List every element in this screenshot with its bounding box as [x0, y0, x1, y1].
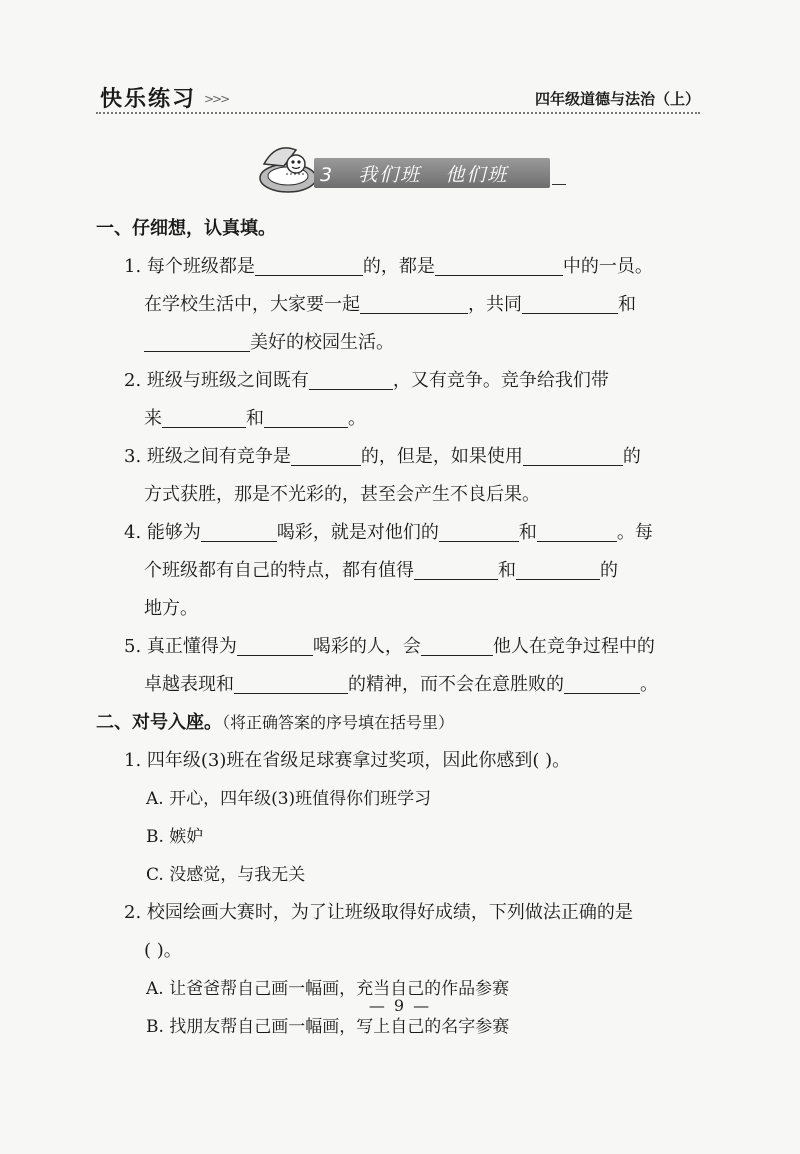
chevron-icon: >>>: [204, 92, 229, 106]
mc-question-2-stem-cont: ( )。: [144, 940, 182, 961]
answer-blank[interactable]: [162, 403, 246, 428]
answer-blank[interactable]: [234, 669, 348, 694]
answer-blank[interactable]: [439, 517, 519, 542]
question-1-line-2: 在学校生活中，大家要一起 ，共同 和: [96, 286, 706, 324]
lesson-banner: [256, 140, 556, 196]
question-2-line-1: 2. 班级与班级之间既有 ，又有竞争。竞争给我们带: [96, 362, 706, 400]
section-2-instruction: （将正确答案的序号填在括号里）: [222, 713, 455, 732]
mc-question-1-option-c: C. 没感觉，与我无关: [146, 865, 306, 885]
question-3-line-2: 方式获胜，那是不光彩的，甚至会产生不良后果。: [144, 484, 540, 505]
answer-blank[interactable]: [255, 251, 363, 276]
question-3-line-1: 3. 班级之间有竞争是 的，但是，如果使用 的: [96, 438, 706, 476]
answer-blank[interactable]: [435, 251, 563, 276]
section-1-heading: 一、仔细想，认真填。: [96, 218, 276, 239]
lesson-title: 3 我们班 他们班: [320, 164, 509, 186]
question-1-line-3: 美好的校园生活。: [96, 324, 706, 362]
answer-blank[interactable]: [237, 631, 313, 656]
question-4-line-3: 地方。: [144, 598, 198, 619]
question-1-line-1: 1. 每个班级都是 的，都是 中的一员。: [96, 248, 706, 286]
header-dotted-rule: [96, 112, 700, 114]
banner-underline: [552, 184, 566, 185]
page-number: — 9 —: [368, 996, 432, 1015]
mc-question-1-option-a: A. 开心，四年级(3)班值得你们班学习: [146, 789, 432, 809]
question-5-line-1: 5. 真正懂得为 喝彩的人，会 他人在竞争过程中的: [96, 628, 706, 666]
answer-blank[interactable]: [201, 517, 277, 542]
answer-blank[interactable]: [414, 555, 498, 580]
brand-title: 快乐练习: [100, 87, 197, 112]
mc-question-2-option-a: A. 让爸爸帮自己画一幅画，充当自己的作品参赛: [146, 979, 510, 999]
answer-blank[interactable]: [291, 441, 361, 466]
question-2-line-2: 来 和 。: [96, 400, 706, 438]
answer-blank[interactable]: [516, 555, 600, 580]
answer-blank[interactable]: [564, 669, 640, 694]
question-4-line-1: 4. 能够为 喝彩，就是对他们的 和 。每: [96, 514, 706, 552]
answer-blank[interactable]: [537, 517, 617, 542]
answer-blank[interactable]: [309, 365, 393, 390]
mc-question-1-stem: 1. 四年级(3)班在省级足球赛拿过奖项，因此你感到( )。: [124, 750, 571, 771]
question-4-line-2: 个班级都有自己的特点，都有值得 和 的: [96, 552, 706, 590]
section-2-heading: 二、对号入座。（将正确答案的序号填在括号里）: [96, 712, 455, 733]
answer-blank[interactable]: [421, 631, 493, 656]
subject-title: 四年级道德与法治（上）: [534, 90, 700, 108]
answer-blank[interactable]: [522, 289, 618, 314]
answer-blank[interactable]: [523, 441, 623, 466]
mascot-icon: [256, 140, 320, 196]
answer-blank[interactable]: [264, 403, 348, 428]
mc-question-2-option-b: B. 找朋友帮自己画一幅画，写上自己的名字参赛: [146, 1017, 510, 1037]
answer-blank[interactable]: [144, 327, 250, 352]
answer-blank[interactable]: [360, 289, 468, 314]
question-5-line-2: 卓越表现和 的精神，而不会在意胜败的 。: [96, 666, 706, 704]
mc-question-1-option-b: B. 嫉妒: [146, 827, 204, 847]
mc-question-2-stem: 2. 校园绘画大赛时，为了让班级取得好成绩，下列做法正确的是: [124, 902, 633, 923]
page-header: [96, 78, 700, 118]
worksheet-content: [96, 210, 706, 1046]
